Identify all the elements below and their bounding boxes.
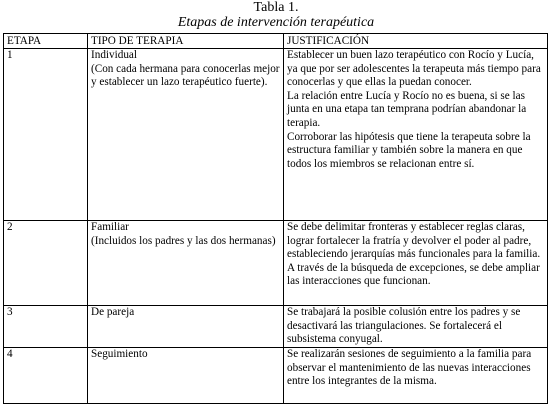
cell-justificacion	[284, 306, 548, 348]
header-justificacion: JUSTIFICACIÓN	[284, 34, 548, 49]
justification-paragraph: Establecer un buen lazo terapéutico con Rocío y Lucía, ya que por ser adolescentes la terapeuta más tiempo para conocerlas y que ellas la puedan conocer.	[287, 49, 541, 89]
cell-etapa: 2	[4, 221, 88, 306]
table-header-row	[4, 34, 548, 49]
cell-tipo-de-terapia	[88, 221, 284, 306]
justification-paragraph: Corroborar las hipótesis que tiene la terapeuta sobre la estructura familiar y también sobre la manera en que todos los miembros se relacionan entre sí.	[287, 130, 531, 170]
cell-etapa: 3	[4, 306, 88, 348]
therapy-type-title: Individual	[91, 49, 137, 61]
therapy-type-title: De pareja	[91, 306, 135, 318]
therapy-type-title: Familiar	[91, 221, 129, 233]
table-caption-subtitle: Etapas de intervención terapéutica	[177, 15, 375, 30]
therapy-type-note: (Incluidos los padres y las dos hermanas)	[91, 234, 276, 247]
table-row	[4, 348, 548, 404]
table-row	[4, 49, 548, 221]
header-tipo-de-terapia: TIPO DE TERAPIA	[88, 34, 284, 49]
justification-paragraph: Se realizarán sesiones de seguimiento a la familia para observar el mantenimiento de las nuevas interacciones entre los integrantes de la misma.	[287, 348, 532, 388]
therapy-type-note: (Con cada hermana para conocerlas mejor y establecer un lazo terapéutico fuerte).	[91, 62, 280, 89]
justification-paragraph: La relación entre Lucía y Rocío no es buena, si se las junta en una etapa tan temprana podrían abandonar la terapia.	[287, 89, 527, 129]
cell-tipo-de-terapia	[88, 348, 284, 404]
cell-justificacion	[284, 348, 548, 404]
cell-tipo-de-terapia	[88, 49, 284, 221]
table-caption-title: Tabla 1.	[253, 0, 299, 15]
justification-paragraph: Se debe delimitar fronteras y establecer reglas claras, lograr fortalecer la fratría y devolver el poder al padre, estableciendo jerarquías más funcionales para la familia. A través de la búsqueda de excepciones, se debe ampliar las interacciones que funcionan.	[287, 221, 541, 288]
table-row	[4, 306, 548, 348]
intervention-stages-table	[3, 33, 548, 404]
therapy-type-title: Seguimiento	[91, 348, 148, 360]
cell-etapa: 1	[4, 49, 88, 221]
cell-justificacion	[284, 49, 548, 221]
justification-paragraph: Se trabajará la posible colusión entre los padres y se desactivará las triangulaciones. Se fortalecerá el subsistema conyugal.	[287, 306, 521, 346]
cell-tipo-de-terapia	[88, 306, 284, 348]
table-row	[4, 221, 548, 306]
cell-justificacion	[284, 221, 548, 306]
cell-etapa: 4	[4, 348, 88, 404]
header-etapa: ETAPA	[4, 34, 88, 49]
